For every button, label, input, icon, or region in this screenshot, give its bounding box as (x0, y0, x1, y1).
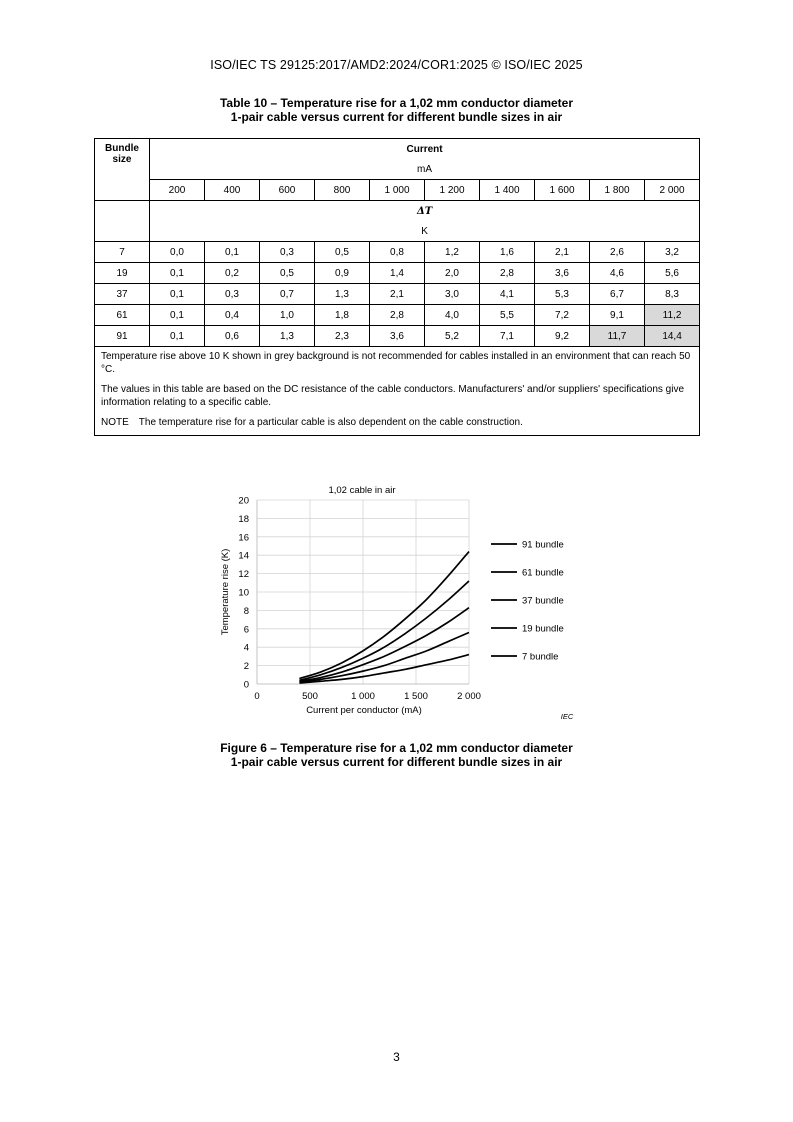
x-axis-ticks (254, 691, 481, 702)
temperature-cell: 9,2 (535, 326, 590, 347)
current-col-header: 1 000 (370, 180, 425, 201)
temperature-cell: 8,3 (645, 284, 700, 305)
x-tick-label: 500 (302, 691, 318, 702)
temperature-cell: 3,0 (425, 284, 480, 305)
current-col-header: 200 (150, 180, 205, 201)
series-line-91-bundle (299, 552, 469, 679)
y-tick-label: 4 (243, 642, 249, 654)
temperature-cell: 5,6 (645, 263, 700, 284)
table-caption-line-1: Table 10 – Temperature rise for a 1,02 mm conductor diameter (219, 96, 573, 110)
current-col-header: 1 400 (480, 180, 535, 201)
table-row (95, 284, 700, 305)
temperature-cell: 1,2 (425, 242, 480, 263)
figure-caption-line-2: 1-pair cable versus current for different bundle sizes in air (230, 755, 563, 769)
table-caption (0, 96, 793, 124)
y-axis-ticks (238, 496, 249, 691)
temperature-rise-table (94, 138, 700, 436)
temperature-cell: 0,1 (205, 242, 260, 263)
delta-t-symbol: ΔT (416, 205, 433, 217)
y-tick-label: 14 (238, 550, 249, 562)
table-caption-line-2: 1-pair cable versus current for different bundle sizes in air (230, 110, 563, 124)
x-tick-label: 0 (254, 691, 260, 702)
legend-label: 37 bundle (522, 595, 564, 607)
y-tick-label: 2 (243, 661, 249, 673)
y-tick-label: 16 (238, 532, 249, 544)
temperature-cell: 9,1 (590, 305, 645, 326)
temperature-cell: 2,8 (480, 263, 535, 284)
temperature-cell: 1,3 (260, 326, 315, 347)
current-col-header: 600 (260, 180, 315, 201)
legend-label: 91 bundle (522, 539, 564, 551)
temperature-cell: 4,0 (425, 305, 480, 326)
temperature-cell: 1,0 (260, 305, 315, 326)
temperature-cell: 11,2 (645, 305, 700, 326)
y-tick-label: 20 (238, 495, 249, 507)
chart-grid (257, 500, 469, 684)
iec-source-mark: IEC (560, 712, 574, 721)
current-header: Current (150, 139, 700, 160)
chart-title: 1,02 cable in air (328, 485, 396, 496)
current-col-header: 1 800 (590, 180, 645, 201)
temperature-cell: 0,1 (150, 326, 205, 347)
temperature-cell: 0,6 (205, 326, 260, 347)
y-tick-label: 12 (238, 569, 249, 581)
current-col-header: 1 200 (425, 180, 480, 201)
current-col-header: 800 (315, 180, 370, 201)
table-notes (95, 347, 700, 436)
temperature-cell: 14,4 (645, 326, 700, 347)
x-tick-label: 1 500 (404, 691, 428, 702)
temperature-cell: 2,6 (590, 242, 645, 263)
figure-caption-line-1: Figure 6 – Temperature rise for a 1,02 mm conductor diameter (220, 741, 573, 755)
bundle-size-cell: 91 (95, 326, 150, 347)
temperature-cell: 1,3 (315, 284, 370, 305)
temperature-cell: 0,5 (260, 263, 315, 284)
temperature-cell: 2,0 (425, 263, 480, 284)
temperature-cell: 0,1 (150, 263, 205, 284)
temperature-cell: 0,1 (150, 284, 205, 305)
delta-t-label (150, 201, 700, 222)
temperature-cell: 1,6 (480, 242, 535, 263)
temperature-cell: 0,0 (150, 242, 205, 263)
temperature-cell: 5,2 (425, 326, 480, 347)
page-number: 3 (393, 1050, 400, 1064)
y-axis-label: Temperature rise (K) (220, 548, 231, 636)
bundle-size-cell: 19 (95, 263, 150, 284)
temperature-cell: 2,3 (315, 326, 370, 347)
temperature-cell: 3,2 (645, 242, 700, 263)
bundle-header-line-2: size (112, 154, 132, 165)
temperature-cell: 2,8 (370, 305, 425, 326)
temperature-cell: 0,5 (315, 242, 370, 263)
chart-series-lines (299, 552, 469, 684)
temperature-cell: 0,3 (260, 242, 315, 263)
table-row (95, 263, 700, 284)
temperature-cell: 1,8 (315, 305, 370, 326)
x-tick-label: 2 000 (457, 691, 481, 702)
figure-caption (0, 741, 793, 769)
y-tick-label: 6 (243, 624, 249, 636)
current-col-header: 400 (205, 180, 260, 201)
y-tick-label: 18 (238, 513, 249, 525)
temperature-cell: 7,1 (480, 326, 535, 347)
legend-label: 7 bundle (522, 651, 559, 663)
temperature-cell: 11,7 (590, 326, 645, 347)
current-col-header: 1 600 (535, 180, 590, 201)
bundle-size-cell: 37 (95, 284, 150, 305)
chart-legend (491, 540, 564, 663)
document-header: ISO/IEC TS 29125:2017/AMD2:2024/COR1:2025 © ISO/IEC 2025 (210, 58, 583, 72)
temperature-cell: 2,1 (370, 284, 425, 305)
temperature-cell: 1,4 (370, 263, 425, 284)
temperature-cell: 0,3 (205, 284, 260, 305)
legend-label: 61 bundle (522, 567, 564, 579)
note-cable-construction: NOTE The temperature rise for a particular cable is also dependent on the cable construction. (101, 417, 523, 428)
table-row (95, 242, 700, 263)
table-row (95, 305, 700, 326)
temperature-cell: 5,5 (480, 305, 535, 326)
x-axis-label: Current per conductor (mA) (306, 705, 422, 716)
bundle-header-line-1: Bundle (105, 143, 139, 154)
temperature-cell: 0,1 (150, 305, 205, 326)
temperature-cell: 6,7 (590, 284, 645, 305)
bundle-size-cell: 61 (95, 305, 150, 326)
temperature-cell: 5,3 (535, 284, 590, 305)
bundle-size-cell: 7 (95, 242, 150, 263)
x-tick-label: 1 000 (351, 691, 375, 702)
current-unit: mA (150, 159, 700, 180)
delta-t-unit: K (150, 221, 700, 242)
y-tick-label: 0 (243, 679, 249, 691)
temperature-cell: 2,1 (535, 242, 590, 263)
temperature-cell: 0,7 (260, 284, 315, 305)
note-dc-resistance: The values in this table are based on the DC resistance of the cable conductors. Manufacturers' and/or suppliers' specifications give information relating to a specific cable. (101, 384, 685, 408)
temperature-cell: 0,2 (205, 263, 260, 284)
temperature-cell: 7,2 (535, 305, 590, 326)
temperature-cell: 4,1 (480, 284, 535, 305)
y-tick-label: 10 (238, 587, 249, 599)
note-grey-background: Temperature rise above 10 K shown in grey background is not recommended for cables installed in an environment that can reach 50 °C. (101, 351, 691, 375)
temperature-cell: 0,4 (205, 305, 260, 326)
table-row (95, 326, 700, 347)
legend-label: 19 bundle (522, 623, 564, 635)
temperature-rise-chart (200, 478, 600, 728)
temperature-cell: 3,6 (535, 263, 590, 284)
temperature-cell: 0,9 (315, 263, 370, 284)
y-tick-label: 8 (243, 605, 249, 617)
bundle-size-header (95, 139, 150, 201)
temperature-cell: 0,8 (370, 242, 425, 263)
delta-blank-cell (95, 201, 150, 242)
temperature-cell: 3,6 (370, 326, 425, 347)
current-col-header: 2 000 (645, 180, 700, 201)
temperature-cell: 4,6 (590, 263, 645, 284)
